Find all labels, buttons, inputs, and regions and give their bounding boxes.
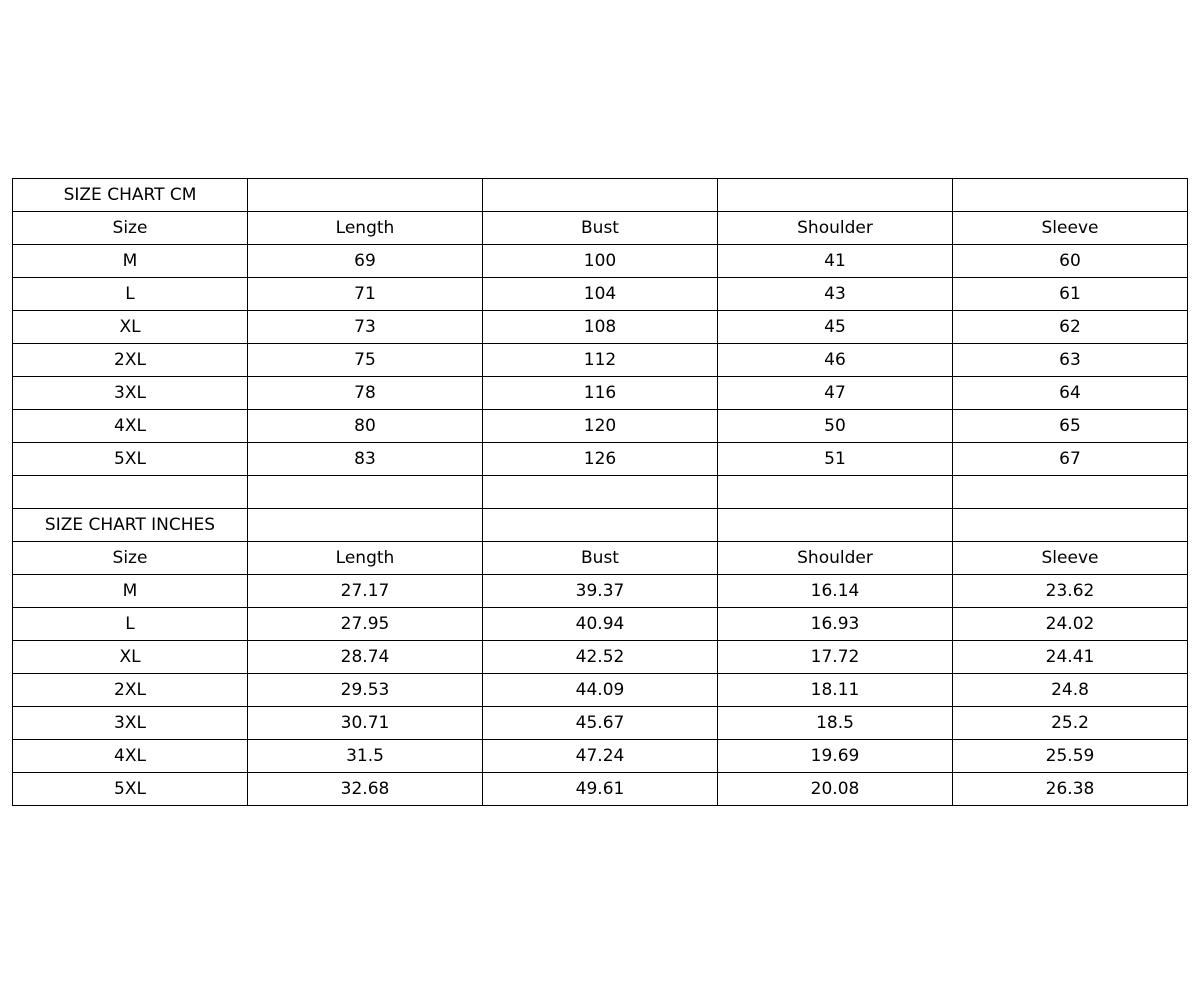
table-cell: 29.53 [248,674,483,707]
table-cell: 19.69 [718,740,953,773]
table-cell: 49.61 [483,773,718,806]
table-cell [718,179,953,212]
table-row [13,344,1188,377]
table-cell: 50 [718,410,953,443]
table-cell: 65 [953,410,1188,443]
table-cell: Bust [483,542,718,575]
table-cell: 2XL [13,344,248,377]
table-cell: 5XL [13,773,248,806]
table-cell: 116 [483,377,718,410]
table-cell: 41 [718,245,953,278]
table-cell: 32.68 [248,773,483,806]
table-cell: 30.71 [248,707,483,740]
table-cell [248,179,483,212]
table-cell: 112 [483,344,718,377]
table-row [13,377,1188,410]
table-row [13,740,1188,773]
table-cell [13,476,248,509]
table-cell: Length [248,212,483,245]
table-cell: 78 [248,377,483,410]
table-cell: 104 [483,278,718,311]
table-cell: 43 [718,278,953,311]
table-cell: XL [13,311,248,344]
table-cell: XL [13,641,248,674]
table-cell: 108 [483,311,718,344]
table-cell: 16.93 [718,608,953,641]
table-cell: 63 [953,344,1188,377]
table-cell [953,509,1188,542]
table-cell: 4XL [13,410,248,443]
table-cell: 75 [248,344,483,377]
table-cell [953,476,1188,509]
table-cell: 71 [248,278,483,311]
table-cell: Size [13,212,248,245]
table-cell: Sleeve [953,542,1188,575]
table-cell: 61 [953,278,1188,311]
table-cell [483,509,718,542]
table-cell: 40.94 [483,608,718,641]
table-cell: 2XL [13,674,248,707]
table-cell: Size [13,542,248,575]
table-row [13,179,1188,212]
table-cell: 120 [483,410,718,443]
table-cell: 31.5 [248,740,483,773]
table-cell: 4XL [13,740,248,773]
table-cell: 23.62 [953,575,1188,608]
table-row [13,443,1188,476]
table-row [13,608,1188,641]
table-row [13,773,1188,806]
table-row [13,509,1188,542]
table-cell: 45.67 [483,707,718,740]
table-cell [248,476,483,509]
table-cell: 18.11 [718,674,953,707]
table-row [13,707,1188,740]
table-row [13,245,1188,278]
table-row [13,674,1188,707]
table-cell [483,179,718,212]
table-cell: M [13,575,248,608]
table-row [13,212,1188,245]
table-cell [718,476,953,509]
table-cell: Sleeve [953,212,1188,245]
table-cell: 26.38 [953,773,1188,806]
table-cell: 24.41 [953,641,1188,674]
table-cell [248,509,483,542]
table-cell: 80 [248,410,483,443]
table-cell [718,509,953,542]
table-cell: 17.72 [718,641,953,674]
table-cell: 44.09 [483,674,718,707]
table-cell: SIZE CHART INCHES [13,509,248,542]
table-cell: 5XL [13,443,248,476]
table-cell: 51 [718,443,953,476]
table-cell: L [13,278,248,311]
table-cell: L [13,608,248,641]
table-cell: 25.2 [953,707,1188,740]
table-cell [953,179,1188,212]
table-cell: 47 [718,377,953,410]
table-cell: 28.74 [248,641,483,674]
table-cell: 27.17 [248,575,483,608]
table-cell: 69 [248,245,483,278]
table-cell: 83 [248,443,483,476]
table-cell: 60 [953,245,1188,278]
table-cell: Shoulder [718,212,953,245]
table-row [13,476,1188,509]
table-cell: M [13,245,248,278]
table-cell: 27.95 [248,608,483,641]
table-row [13,542,1188,575]
size-chart-table [12,178,1188,806]
table-cell: 20.08 [718,773,953,806]
table-cell: 42.52 [483,641,718,674]
size-chart-body [13,179,1188,806]
table-cell: 3XL [13,377,248,410]
table-row [13,410,1188,443]
table-cell: Length [248,542,483,575]
table-cell: 46 [718,344,953,377]
table-cell: 73 [248,311,483,344]
table-cell: 45 [718,311,953,344]
table-cell: 39.37 [483,575,718,608]
table-cell: Bust [483,212,718,245]
table-cell: Shoulder [718,542,953,575]
table-row [13,311,1188,344]
table-cell: 18.5 [718,707,953,740]
table-cell: 16.14 [718,575,953,608]
table-cell: 24.02 [953,608,1188,641]
table-cell: 126 [483,443,718,476]
table-cell: 47.24 [483,740,718,773]
table-row [13,278,1188,311]
table-cell: 64 [953,377,1188,410]
table-cell: 62 [953,311,1188,344]
table-row [13,641,1188,674]
table-cell [483,476,718,509]
table-cell: 25.59 [953,740,1188,773]
table-cell: 100 [483,245,718,278]
table-cell: SIZE CHART CM [13,179,248,212]
table-row [13,575,1188,608]
table-cell: 67 [953,443,1188,476]
table-cell: 24.8 [953,674,1188,707]
table-cell: 3XL [13,707,248,740]
